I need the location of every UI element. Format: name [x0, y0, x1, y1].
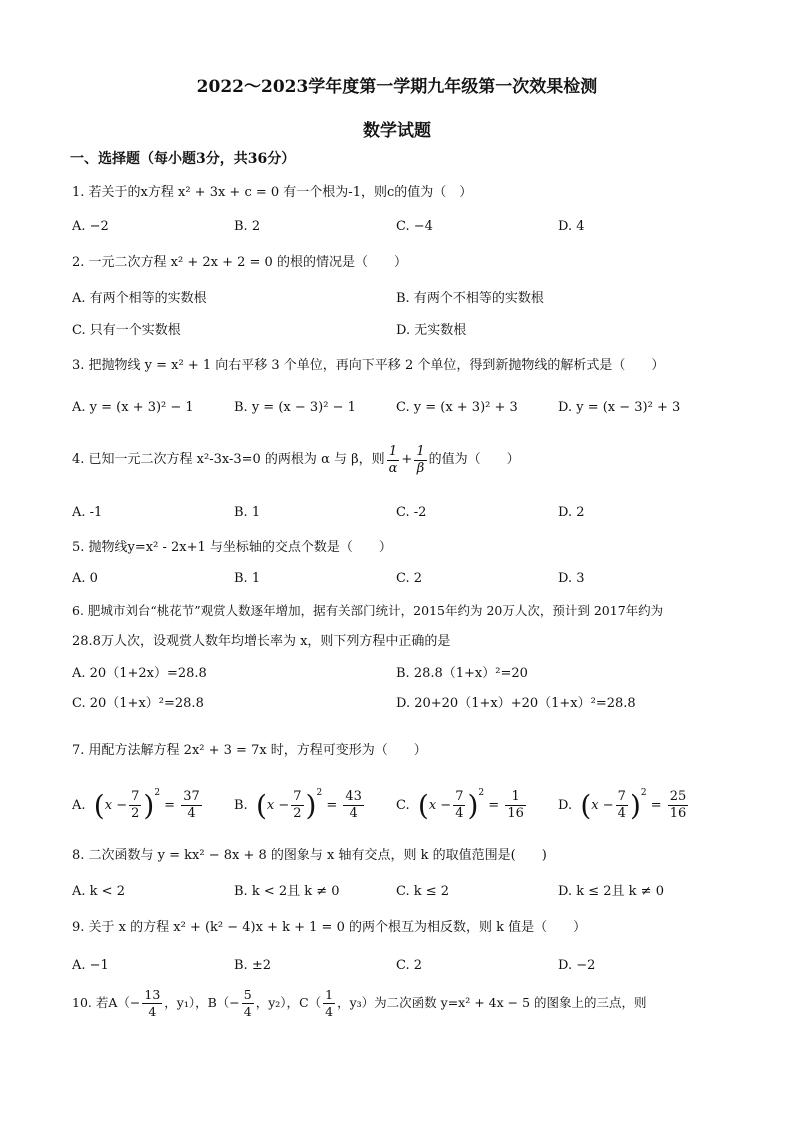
question-8-stem: 8. 二次函数与 y = kx² − 8x + 8 的图象与 x 轴有交点，则 k 的取值范围是( ): [72, 848, 547, 863]
q2-option-c: C. 只有一个实数根: [72, 323, 181, 338]
q7-option-c: C. ( x − $\frac{7}{4}$ ) $^2$ = $\frac{1}{16}$: [396, 788, 524, 822]
q9-option-c: C. 2: [396, 958, 423, 973]
q4-option-b: B. 1: [234, 505, 261, 520]
q1-option-a: A. −2: [72, 219, 109, 234]
q4-stem-post: 的值为（ ）: [428, 452, 520, 467]
q3-option-a: A. y = (x + 3)² − 1: [72, 400, 194, 415]
question-4-stem: 4. 已知一元二次方程 x²-3x-3=0 的两根为 α 与 β，则 $\frac{1}{\alpha}$ + $\frac{1}{\beta}$ 的值为（ ）: [72, 443, 520, 476]
question-6-stem-line1: 6. 肥城市刘台“桃花节”观赏人数逐年增加，据有关部门统计，2015年约为 20万人次，预计到 2017年约为: [72, 603, 664, 618]
q9-option-b: B. ±2: [234, 958, 271, 973]
q1-option-c: C. −4: [396, 219, 433, 234]
q2-option-b: B. 有两个不相等的实数根: [396, 291, 544, 306]
question-10-stem: 10. 若 A（− $\frac{13}{4}$ ，y₁）， B（− $\frac{5}{4}$ ，y₂）， C（ $\frac{1}{4}$ ，y₃） 为二次函数 y=x² + 4x − 5 的图象上的三点，则: [72, 986, 647, 1019]
q4-stem-pre: 4. 已知一元二次方程 x²-3x-3=0 的两根为 α 与 β，则: [72, 452, 385, 467]
q3-option-d: D. y = (x − 3)² + 3: [558, 400, 681, 415]
q3-option-b: B. y = (x − 3)² − 1: [234, 400, 356, 415]
q6-option-d: D. 20+20（1+x）+20（1+x）²=28.8: [396, 696, 636, 711]
q9-option-a: A. −1: [72, 958, 109, 973]
q8-option-d: D. k ≤ 2且 k ≠ 0: [558, 884, 664, 899]
q6-option-a: A. 20（1+2x）=28.8: [72, 666, 207, 681]
q5-option-c: C. 2: [396, 571, 423, 586]
q4-option-d: D. 2: [558, 505, 585, 520]
q4-frac-2: $\frac{1}{\beta}$: [416, 443, 425, 476]
q7-option-a: A. ( x − $\frac{7}{2}$ ) $^2$ = $\frac{37}{4}$: [72, 788, 200, 822]
q5-option-b: B. 1: [234, 571, 261, 586]
question-6-stem-line2: 28.8万人次，设观赏人数年均增长率为 x，则下列方程中正确的是: [72, 634, 451, 649]
question-1-stem: 1. 若关于的x方程 x² + 3x + c = 0 有一个根为-1，则c的值为（ ）: [72, 185, 473, 200]
question-9-stem: 9. 关于 x 的方程 x² + (k² − 4)x + k + 1 = 0 的两个根互为相反数，则 k 值是（ ）: [72, 920, 587, 935]
q3-option-c: C. y = (x + 3)² + 3: [396, 400, 518, 415]
q8-option-a: A. k < 2: [72, 884, 125, 899]
q6-option-b: B. 28.8（1+x）²=20: [396, 666, 528, 681]
q7-option-b: B. ( x − $\frac{7}{2}$ ) $^2$ = $\frac{43}{4}$: [234, 788, 362, 822]
q2-option-d: D. 无实数根: [396, 323, 467, 338]
question-2-stem: 2. 一元二次方程 x² + 2x + 2 = 0 的根的情况是（ ）: [72, 255, 407, 270]
question-7-stem: 7. 用配方法解方程 2x² + 3 = 7x 时，方程可变形为（ ）: [72, 743, 427, 758]
question-3-stem: 3. 把抛物线 y = x² + 1 向右平移 3 个单位，再向下平移 2 个单位，得到新抛物线的解析式是（ ）: [72, 358, 665, 373]
section-heading: 一、选择题（每小题3分，共36分）: [70, 151, 296, 167]
q1-option-b: B. 2: [234, 219, 261, 234]
q7-options: [72, 784, 722, 826]
q7-option-d: D. ( x − $\frac{7}{4}$ ) $^2$ = $\frac{25}{16}$: [558, 788, 687, 822]
exam-subtitle: 数学试题: [363, 121, 431, 141]
q1-option-d: D. 4: [558, 219, 585, 234]
q9-option-d: D. −2: [558, 958, 596, 973]
exam-title: 2022～2023学年度第一学期九年级第一次效果检测: [196, 77, 598, 97]
q4-frac-1: $\frac{1}{\alpha}$: [388, 443, 398, 476]
q6-option-c: C. 20（1+x）²=28.8: [72, 696, 204, 711]
q5-option-a: A. 0: [72, 571, 98, 586]
q8-option-b: B. k < 2且 k ≠ 0: [234, 884, 340, 899]
question-5-stem: 5. 抛物线y=x² - 2x+1 与坐标轴的交点个数是（ ）: [72, 540, 392, 555]
q2-option-a: A. 有两个相等的实数根: [72, 291, 207, 306]
q4-option-a: A. -1: [72, 505, 103, 520]
q5-option-d: D. 3: [558, 571, 585, 586]
q4-option-c: C. -2: [396, 505, 427, 520]
q8-option-c: C. k ≤ 2: [396, 884, 450, 899]
